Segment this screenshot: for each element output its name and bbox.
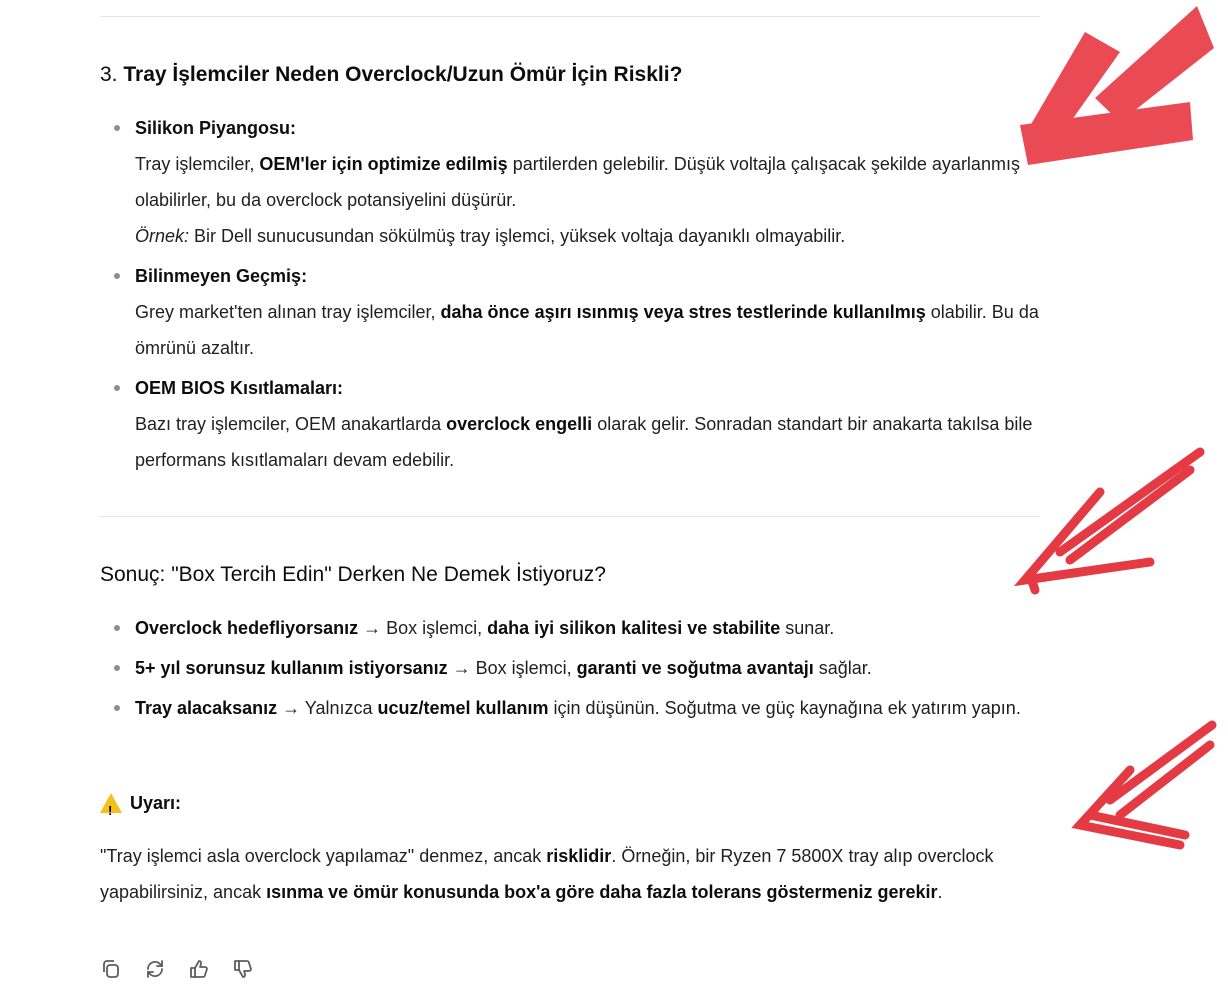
divider-top xyxy=(100,16,1040,17)
warning-heading xyxy=(100,788,181,818)
section-heading-3 xyxy=(100,60,682,90)
section-number: 3. xyxy=(100,63,124,86)
thumbs-down-icon[interactable] xyxy=(232,958,254,980)
conclusion-heading: Sonuç: "Box Tercih Edin" Derken Ne Demek İstiyoruz? xyxy=(100,563,606,586)
red-arrow-middle xyxy=(1025,452,1200,590)
regenerate-icon[interactable] xyxy=(144,958,166,980)
item-example: Örnek: Bir Dell sunucusundan sökülmüş tray işlemci, yüksek voltaja dayanıklı olmayabilir. xyxy=(135,226,846,246)
red-arrow-bottom xyxy=(1080,725,1212,845)
thumbs-up-icon[interactable] xyxy=(188,958,210,980)
conclusion-list xyxy=(100,610,1040,726)
list-item: Tray alacaksanız → Yalnızca ucuz/temel kullanım için düşünün. Soğutma ve güç kaynağına ek yatırım yapın. xyxy=(100,690,1040,726)
section3-list xyxy=(100,110,1040,478)
list-item: 5+ yıl sorunsuz kullanım istiyorsanız → Box işlemci, garanti ve soğutma avantajı sağlar. xyxy=(100,650,1040,686)
warning-icon xyxy=(100,793,122,813)
warning-paragraph: "Tray işlemci asla overclock yapılamaz" denmez, ancak risklidir. Örneğin, bir Ryzen 7 5800X tray alıp overclock yapabilirsiniz, ancak ısınma ve ömür konusunda box'a göre daha fazla tolerans göstermeniz gerekir. xyxy=(100,846,994,902)
copy-icon[interactable] xyxy=(100,958,122,980)
item-title: Bilinmeyen Geçmiş: xyxy=(135,266,308,286)
list-item: Overclock hedefliyorsanız → Box işlemci, daha iyi silikon kalitesi ve stabilite sunar. xyxy=(100,610,1040,646)
list-item xyxy=(100,258,1040,366)
item-body: Tray işlemciler, OEM'ler için optimize edilmiş partilerden gelebilir. Düşük voltajla çalışacak şekilde ayarlanmış olabilirler, bu da overclock potansiyelini düşürür. xyxy=(135,154,1020,210)
list-item xyxy=(100,370,1040,478)
warning-label: Uyarı: xyxy=(130,793,182,813)
section-title: Tray İşlemciler Neden Overclock/Uzun Ömür İçin Riskli? xyxy=(123,63,683,86)
item-body: Bazı tray işlemciler, OEM anakartlarda overclock engelli olarak gelir. Sonradan standart bir anakarta takılsa bile performans kısıtlamaları devam edebilir. xyxy=(135,414,1033,470)
item-title: OEM BIOS Kısıtlamaları: xyxy=(135,378,344,398)
message-actions xyxy=(100,958,254,980)
red-arrow-top xyxy=(1020,6,1214,165)
item-body: Grey market'ten alınan tray işlemciler, daha önce aşırı ısınmış veya stres testlerinde kullanılmış olabilir. Bu da ömrünü azaltır. xyxy=(135,302,1039,358)
item-title: Silikon Piyangosu: xyxy=(135,118,297,138)
list-item xyxy=(100,110,1040,254)
divider-middle xyxy=(100,516,1040,517)
